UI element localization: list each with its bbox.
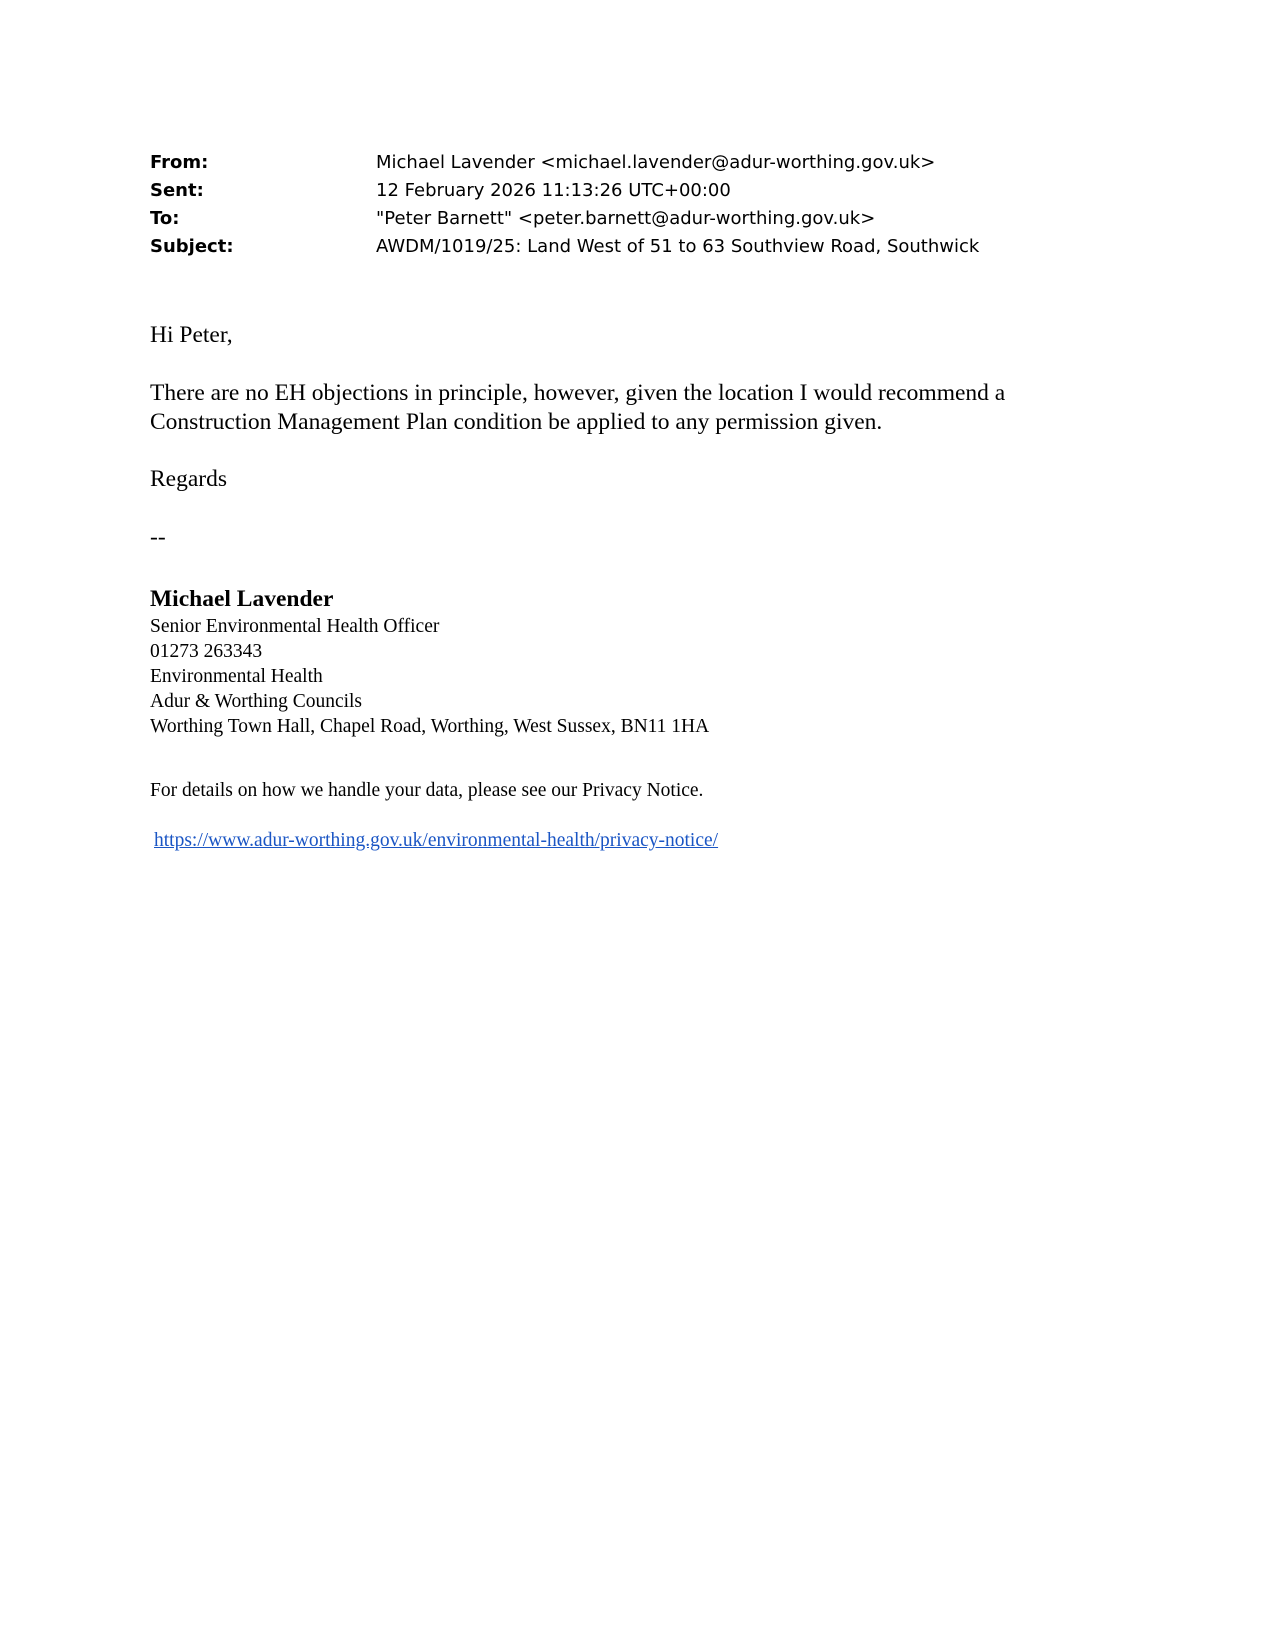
email-greeting: Hi Peter, [150,322,233,348]
signature-separator: -- [150,524,166,550]
from-label: From: [150,152,209,173]
to-label: To: [150,208,180,229]
sent-label: Sent: [150,180,204,201]
email-closing: Regards [150,466,228,492]
header-row-sent [150,177,1150,205]
to-value: "Peter Barnett" <peter.barnett@adur-worthing.gov.uk> [376,208,876,229]
signature-address: Worthing Town Hall, Chapel Road, Worthing, West Sussex, BN11 1HA [150,716,710,737]
privacy-notice-link[interactable]: https://www.adur-worthing.gov.uk/environmental-health/privacy-notice/ [154,830,719,851]
email-signature [150,584,709,739]
header-row-to [150,205,1150,233]
signature-title: Senior Environmental Health Officer [150,616,440,637]
signature-name: Michael Lavender [150,586,334,612]
email-header [150,149,1150,261]
header-row-from [150,149,1150,177]
email-body-paragraph: There are no EH objections in principle, however, given the location I would recommend a Construction Management Plan condition be applied to any permission given. [150,380,1006,435]
signature-department: Environmental Health [150,666,323,687]
signature-organisation: Adur & Worthing Councils [150,691,363,712]
subject-label: Subject: [150,236,234,257]
header-row-subject [150,233,1150,261]
privacy-notice-text: For details on how we handle your data, please see our Privacy Notice. [150,780,704,801]
sent-value: 12 February 2026 11:13:26 UTC+00:00 [376,180,731,201]
signature-phone: 01273 263343 [150,641,263,662]
subject-value: AWDM/1019/25: Land West of 51 to 63 Southview Road, Southwick [376,236,980,257]
from-value: Michael Lavender <michael.lavender@adur-worthing.gov.uk> [376,152,936,173]
